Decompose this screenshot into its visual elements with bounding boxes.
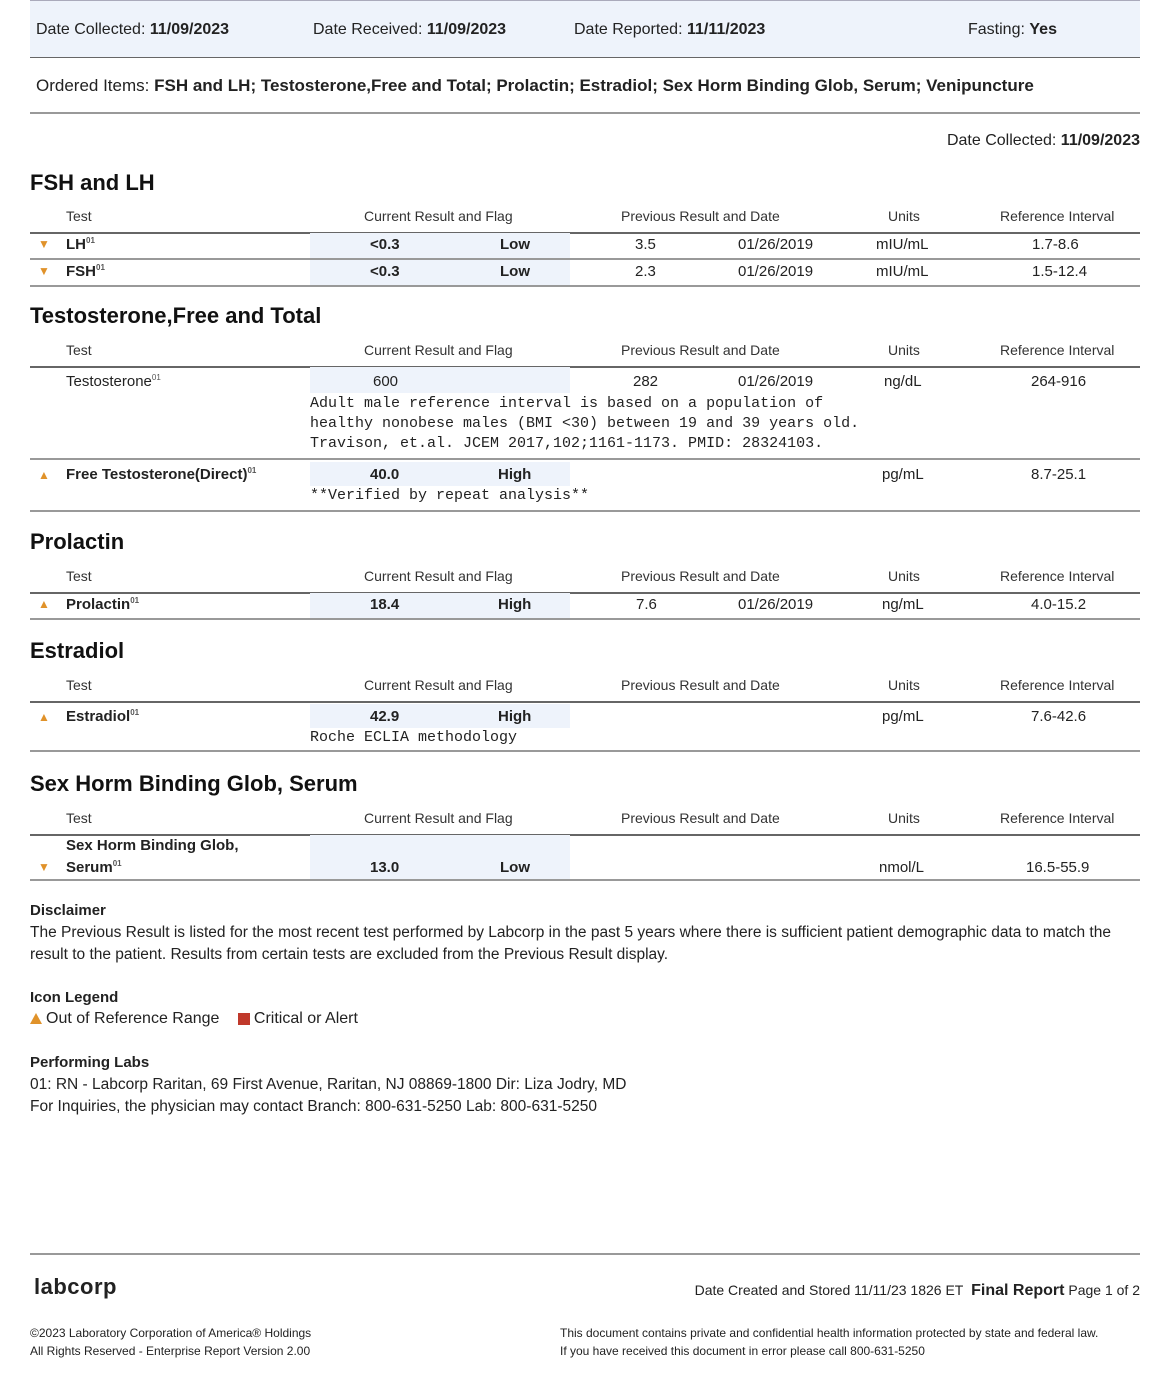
section-title-testosterone: Testosterone,Free and Total	[30, 303, 322, 328]
disclaimer-title: Disclaimer	[30, 902, 106, 919]
col-test: Test	[66, 208, 92, 224]
result-value: 42.9	[370, 708, 400, 725]
section-title-estradiol: Estradiol	[30, 638, 125, 663]
units: mIU/mL	[876, 236, 929, 253]
col-reference: Reference Interval	[1000, 810, 1115, 826]
col-reference: Reference Interval	[1000, 208, 1115, 224]
result-value: <0.3	[370, 263, 400, 280]
ordered-items-value: FSH and LH; Testosterone,Free and Total; Prolactin; Estradiol; Sex Horm Binding Glob, Serum; Venipuncture	[154, 76, 1034, 95]
reference-interval: 264-916	[1031, 373, 1087, 390]
units: mIU/mL	[876, 263, 929, 280]
result-flag: Low	[500, 263, 530, 280]
section-date-collected-label: Date Collected:	[946, 132, 1057, 149]
result-flag: High	[498, 708, 532, 725]
copyright-line2: All Rights Reserved - Enterprise Report Version 2.00	[30, 1344, 311, 1358]
performing-labs-title: Performing Labs	[30, 1054, 150, 1071]
date-reported	[574, 21, 765, 39]
lab-code: 01	[112, 859, 122, 868]
previous-date: 01/26/2019	[738, 263, 814, 280]
result-value: 600	[373, 373, 399, 390]
col-current: Current Result and Flag	[364, 568, 513, 584]
previous-value: 282	[633, 373, 659, 390]
column-header	[30, 342, 1140, 368]
col-test: Test	[66, 342, 92, 358]
test-name	[66, 373, 161, 390]
report-header	[30, 0, 1140, 58]
inquiries-text: For Inquiries, the physician may contact Branch: 800-631-5250 Lab: 800-631-5250	[30, 1098, 597, 1115]
date-received	[313, 21, 506, 39]
out-of-range-icon	[30, 1013, 42, 1024]
column-header	[30, 568, 1140, 594]
reference-interval: 1.5-12.4	[1032, 263, 1088, 280]
result-value: 40.0	[370, 466, 400, 483]
lab-code: 01	[130, 708, 140, 717]
test-name	[66, 236, 95, 253]
result-value: 18.4	[370, 596, 400, 613]
result-value: 13.0	[370, 859, 400, 876]
test-name-text: Free Testosterone(Direct)	[66, 466, 248, 483]
result-row-testosterone	[30, 367, 1140, 460]
col-test: Test	[66, 568, 92, 584]
icon-legend	[30, 1010, 358, 1028]
confidential-line1: This document contains private and confidential health information protected by state and federal law.	[560, 1326, 1099, 1340]
col-previous: Previous Result and Date	[621, 810, 780, 826]
up-arrow-icon: ▲	[38, 597, 50, 611]
col-units: Units	[888, 810, 920, 826]
down-arrow-icon: ▼	[38, 264, 50, 278]
col-current: Current Result and Flag	[364, 208, 513, 224]
column-header	[30, 810, 1140, 836]
result-row-shbg	[30, 835, 1140, 881]
reference-interval: 4.0-15.2	[1031, 596, 1087, 613]
result-row-lh	[30, 233, 1140, 260]
test-name-text: Testosterone	[66, 373, 152, 390]
col-previous: Previous Result and Date	[621, 208, 780, 224]
reference-interval: 7.6-42.6	[1031, 708, 1087, 725]
date-received-label: Date Received:	[313, 21, 423, 38]
result-flag: Low	[500, 859, 530, 876]
final-report-label: Final Report	[971, 1282, 1065, 1299]
fasting	[968, 21, 1057, 39]
test-name	[66, 466, 256, 483]
section-title-prolactin: Prolactin	[30, 529, 125, 554]
out-of-range-label: Out of Reference Range	[46, 1010, 220, 1027]
ordered-items	[36, 76, 1034, 96]
test-name	[66, 263, 105, 280]
date-reported-label: Date Reported:	[574, 21, 683, 38]
fasting-value: Yes	[1029, 21, 1057, 38]
previous-date: 01/26/2019	[738, 373, 814, 390]
units: pg/mL	[882, 708, 924, 725]
date-collected	[36, 21, 229, 39]
col-units: Units	[888, 342, 920, 358]
confidential-line2: If you have received this document in error please call 800-631-5250	[560, 1344, 925, 1358]
units: pg/mL	[882, 466, 924, 483]
test-name	[66, 596, 139, 613]
footer-divider	[30, 1253, 1140, 1255]
critical-alert-label: Critical or Alert	[253, 1010, 358, 1027]
copyright	[30, 1324, 311, 1360]
units: nmol/L	[879, 859, 925, 876]
reference-interval: 8.7-25.1	[1031, 466, 1087, 483]
units: ng/mL	[882, 596, 924, 613]
previous-value: 7.6	[636, 596, 657, 613]
report-status	[695, 1282, 1140, 1300]
units: ng/dL	[884, 373, 922, 390]
critical-alert-icon	[238, 1013, 250, 1025]
lab-code: 01	[96, 263, 105, 272]
page-number: Page 1 of 2	[1068, 1282, 1140, 1298]
col-units: Units	[888, 677, 920, 693]
result-flag: Low	[500, 236, 530, 253]
lab-code: 01	[130, 596, 140, 605]
down-arrow-icon: ▼	[38, 237, 50, 251]
lab-code: 01	[247, 466, 257, 475]
down-arrow-icon: ▼	[38, 860, 50, 874]
col-current: Current Result and Flag	[364, 810, 513, 826]
test-name	[66, 708, 139, 725]
column-header	[30, 208, 1140, 234]
test-name-line2	[66, 859, 122, 876]
performing-lab-address: 01: RN - Labcorp Raritan, 69 First Avenue, Raritan, NJ 08869-1800 Dir: Liza Jodry, MD	[30, 1076, 627, 1093]
icon-legend-title: Icon Legend	[30, 989, 119, 1006]
test-name-text: FSH	[66, 263, 96, 280]
date-received-value: 11/09/2023	[426, 21, 507, 38]
test-name-line1: Sex Horm Binding Glob,	[66, 837, 239, 854]
section-title-shbg: Sex Horm Binding Glob, Serum	[30, 771, 358, 796]
test-name-text: LH	[66, 236, 86, 253]
col-previous: Previous Result and Date	[621, 342, 780, 358]
result-comment: **Verified by repeat analysis**	[310, 487, 590, 504]
lab-code: 01	[86, 236, 95, 245]
col-reference: Reference Interval	[1000, 568, 1115, 584]
section-title-fsh-lh: FSH and LH	[30, 170, 155, 195]
col-test: Test	[66, 677, 92, 693]
section-date-collected	[947, 132, 1140, 150]
date-collected-label: Date Collected:	[36, 21, 146, 38]
result-row-prolactin	[30, 593, 1140, 620]
col-reference: Reference Interval	[1000, 677, 1115, 693]
labcorp-logo: labcorp	[34, 1274, 117, 1299]
previous-value: 3.5	[635, 236, 656, 253]
col-previous: Previous Result and Date	[621, 568, 780, 584]
result-row-free-testosterone	[30, 460, 1140, 512]
copyright-line1: ©2023 Laboratory Corporation of America® Holdings	[30, 1326, 312, 1340]
disclaimer-text: The Previous Result is listed for the most recent test performed by Labcorp in the past 5 years where there is sufficient patient demographic data to match the result to the patient. Results from certain tests are excluded from the Previous Result display.	[30, 924, 1111, 963]
col-current: Current Result and Flag	[364, 677, 513, 693]
result-row-fsh	[30, 260, 1140, 287]
reference-interval: 16.5-55.9	[1026, 859, 1090, 876]
fasting-label: Fasting:	[968, 21, 1025, 38]
result-comment: Adult male reference interval is based on a population of healthy nonobese males (BMI <30) between 19 and 39 years old. Travison, et.al. JCEM 2017,102;1161-1173. PMID: 28324103.	[310, 395, 860, 452]
col-previous: Previous Result and Date	[621, 677, 780, 693]
previous-date: 01/26/2019	[738, 596, 814, 613]
up-arrow-icon: ▲	[38, 710, 50, 724]
column-header	[30, 677, 1140, 703]
result-comment: Roche ECLIA methodology	[310, 729, 518, 746]
result-row-estradiol	[30, 702, 1140, 752]
previous-date: 01/26/2019	[738, 236, 814, 253]
test-name-text: Serum	[66, 859, 113, 876]
col-units: Units	[888, 568, 920, 584]
result-flag: High	[498, 596, 532, 613]
ordered-items-label: Ordered Items:	[36, 76, 150, 95]
result-value: <0.3	[370, 236, 400, 253]
col-test: Test	[66, 810, 92, 826]
test-name-text: Estradiol	[66, 708, 131, 725]
divider	[30, 112, 1140, 114]
confidentiality-notice	[560, 1324, 1098, 1360]
date-created: Date Created and Stored 11/11/23 1826 ET	[694, 1282, 964, 1298]
lab-code: 01	[151, 373, 161, 382]
up-arrow-icon: ▲	[38, 468, 50, 482]
date-reported-value: 11/11/2023	[686, 21, 766, 38]
col-units: Units	[888, 208, 920, 224]
previous-value: 2.3	[635, 263, 656, 280]
result-flag: High	[498, 466, 532, 483]
col-reference: Reference Interval	[1000, 342, 1115, 358]
date-collected-value: 11/09/2023	[149, 21, 230, 38]
test-name-text: Prolactin	[66, 596, 131, 613]
section-date-collected-value: 11/09/2023	[1060, 132, 1140, 149]
reference-interval: 1.7-8.6	[1032, 236, 1079, 253]
col-current: Current Result and Flag	[364, 342, 513, 358]
